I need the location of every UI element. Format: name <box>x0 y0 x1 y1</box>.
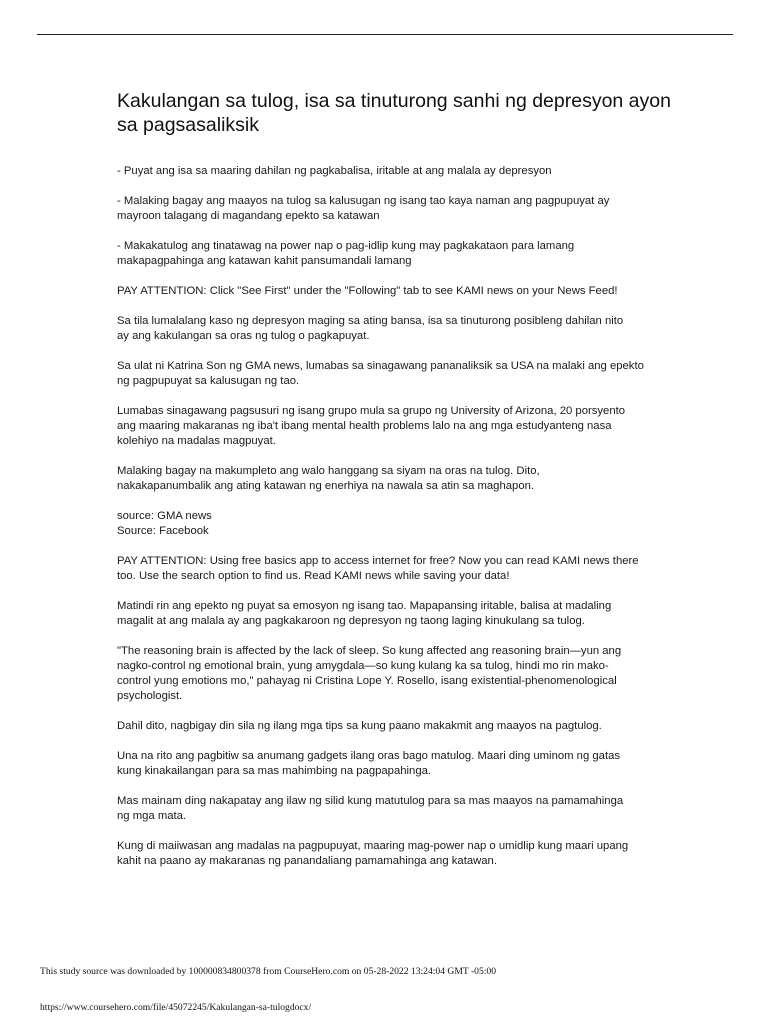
body-paragraph: Lumabas sinagawang pagsusuri ng isang grupo mula sa grupo ng University of Arizona, 20 porsyento ang maaring makaranas ng iba't ibang mental health problems lalo na ang mga estudyanteng nasa kolehiyo na madalas magpuyat. <box>117 405 626 447</box>
body-paragraph: Dahil dito, nagbigay din sila ng ilang mga tips sa kung paano makakmit ang maayos na pagtulog. <box>117 720 602 732</box>
quote-paragraph: "The reasoning brain is affected by the lack of sleep. So kung affected ang reasoning brain—yun ang nagko-control ng emotional brain, yung amygdala—so kung kulang ka sa tulog, hindi mo rin mako- control yung emotions mo," pahayag ni Cristina Lope Y. Rosello, isang existential-phenomenological psychologist. <box>117 645 622 702</box>
body-paragraph: Sa ulat ni Katrina Son ng GMA news, lumabas sa sinagawang pananaliksik sa USA na malaki ang epekto ng pagpupuyat sa kalusugan ng tao. <box>117 360 644 387</box>
source-url[interactable]: https://www.coursehero.com/file/45072245/Kakulangan-sa-tulogdocx/ <box>40 1002 312 1013</box>
article-title: Kakulangan sa tulog, isa sa tinuturong sanhi ng depresyon ayon sa pagsasaliksik <box>117 90 671 136</box>
body-paragraph: Matindi rin ang epekto ng puyat sa emosyon ng isang tao. Mapapansing iritable, balisa at madaling magalit at ang malala ay ang pagkakaroon ng depresyon ng taong laging kinukulang sa tulog. <box>117 600 612 627</box>
pay-attention-notice-1: PAY ATTENTION: Click "See First" under the "Following" tab to see KAMI news on your News Feed! <box>117 285 618 297</box>
tip-paragraph: Kung di maiiwasan ang madalas na pagpupuyat, maaring mag-power nap o umidlip kung maari upang kahit na paano ay makaranas ng panandaliang pamamahinga ang katawan. <box>117 840 629 867</box>
bullet-paragraph-1: - Puyat ang isa sa maaring dahilan ng pagkabalisa, iritable at ang malala ay depresyon <box>117 165 552 177</box>
tip-paragraph: Una na rito ang pagbitiw sa anumang gadgets ilang oras bago matulog. Maari ding uminom ng gatas kung kinakailangan para sa mas mahimbing na pagpapahinga. <box>117 750 621 777</box>
tip-paragraph: Mas mainam ding nakapatay ang ilaw ng silid kung matutulog para sa mas maayos na pamamahinga ng mga mata. <box>117 795 624 822</box>
bullet-paragraph-3: - Makakatulog ang tinatawag na power nap o pag-idlip kung may pagkakataon para lamang makapagpahinga ang katawan kahit pansumandali lamang <box>117 240 575 267</box>
download-notice: This study source was downloaded by 100000834800378 from CourseHero.com on 05-28-2022 13:24:04 GMT -05:00 <box>40 966 497 977</box>
pay-attention-notice-2: PAY ATTENTION: Using free basics app to access internet for free? Now you can read KAMI news there too. Use the search option to find us. Read KAMI news while saving your data! <box>117 555 639 582</box>
bullet-paragraph-2: - Malaking bagay ang maayos na tulog sa kalusugan ng isang tao kaya naman ang pagpupuyat ay mayroon talagang di magandang epekto sa katawan <box>117 195 610 222</box>
body-paragraph: Sa tila lumalalang kaso ng depresyon maging sa ating bansa, isa sa tinuturong posibleng dahilan nito ay ang kakulangan sa oras ng tulog o pagkapuyat. <box>117 315 624 342</box>
source-credits: source: GMA news Source: Facebook <box>117 510 212 537</box>
article-body <box>117 164 662 884</box>
top-divider <box>37 34 733 35</box>
body-paragraph: Malaking bagay na makumpleto ang walo hanggang sa siyam na oras na tulog. Dito, nakakapanumbalik ang ating katawan ng enerhiya na nawala sa atin sa maghapon. <box>117 465 540 492</box>
